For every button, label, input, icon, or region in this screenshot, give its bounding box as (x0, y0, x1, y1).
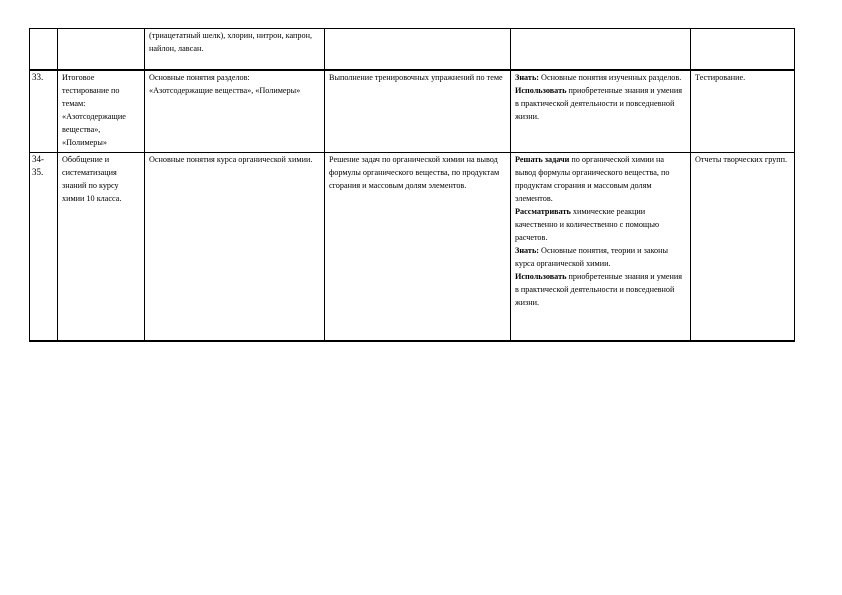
cell-practice: Решение задач по органической химии на вывод формулы органического вещества, по продуктам сгорания и массовым долям элементов. (325, 153, 511, 342)
req-know-text: Основные понятия, теории и законы курса органической химии. (515, 246, 668, 268)
cell-practice: Выполнение тренировочных упражнений по теме (325, 70, 511, 153)
table-row-lesson-34-35 (30, 153, 795, 342)
cell-topic: Обобщение и систематизация знаний по курсу химии 10 класса. (58, 153, 145, 342)
req-solve (515, 153, 686, 205)
table-row-lesson-33 (30, 70, 795, 153)
cell-requirements (511, 29, 691, 71)
cell-concepts: (триацетатный шелк), хлорин, нитрон, капрон, найлон, лавсан. (145, 29, 325, 71)
req-solve-text: по органической химии на вывод формулы органического вещества, по продуктам сгорания и массовым долям элементов. (515, 155, 670, 203)
cell-number: 33. (30, 70, 58, 153)
cell-number: 34-35. (30, 153, 58, 342)
req-consider-label: Рассматривать (515, 207, 571, 216)
req-use (515, 84, 686, 123)
lesson-plan-table (29, 28, 795, 342)
cell-concepts (145, 70, 325, 153)
concepts-line: «Азотсодержащие вещества», «Полимеры» (149, 86, 301, 95)
req-know (515, 244, 686, 270)
req-know-label: Знать: (515, 73, 539, 82)
cell-concepts: Основные понятия курса органической химии. (145, 153, 325, 342)
cell-requirements (511, 153, 691, 342)
req-consider (515, 205, 686, 244)
req-consider-text: химические реакции качественно и количественно с помощью расчетов. (515, 207, 660, 242)
cell-number (30, 29, 58, 71)
cell-control: Тестирование. (691, 70, 795, 153)
concepts-line: Основные понятия разделов: (149, 73, 250, 82)
req-know-text: Основные понятия изученных разделов. (539, 73, 682, 82)
table-row-continuation (30, 29, 795, 71)
req-know-label: Знать: (515, 246, 539, 255)
req-use-text: приобретенные знания и умения в практической деятельности и повседневной жизни. (515, 272, 683, 307)
req-use-text: приобретенные знания и умения в практической деятельности и повседневной жизни. (515, 86, 683, 121)
cell-control (691, 29, 795, 71)
cell-practice (325, 29, 511, 71)
req-know (515, 71, 686, 84)
cell-control: Отчеты творческих групп. (691, 153, 795, 342)
req-use-label: Использовать (515, 272, 567, 281)
req-use (515, 270, 686, 309)
cell-topic (58, 29, 145, 71)
cell-topic: Итоговое тестирование по темам: «Азотсодержащие вещества», «Полимеры» (58, 70, 145, 153)
req-solve-label: Решать задачи (515, 155, 570, 164)
cell-requirements (511, 70, 691, 153)
req-use-label: Использовать (515, 86, 567, 95)
